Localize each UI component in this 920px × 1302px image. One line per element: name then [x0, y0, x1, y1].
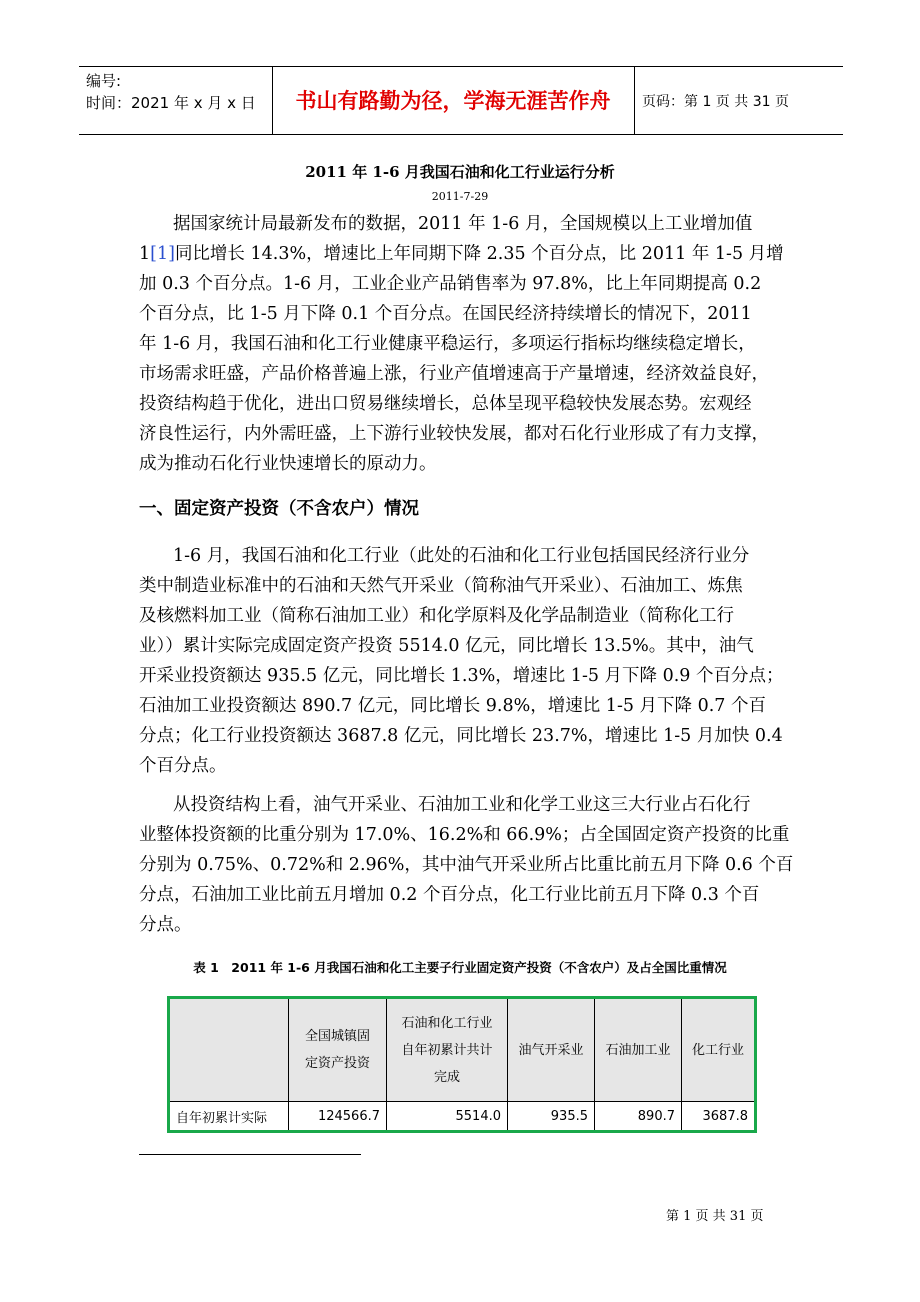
header-text: 全国城镇固	[304, 1029, 370, 1044]
time-label: 时间：2021 年 x 月 x 日	[86, 94, 256, 112]
paragraph-line: 投资结构趋于优化，进出口贸易继续增长，总体呈现平稳较快发展态势。宏观经	[139, 394, 752, 414]
table-header-cell: 油气开采业	[508, 998, 595, 1102]
table-header-blank	[169, 998, 289, 1102]
header-text: 完成	[433, 1069, 460, 1085]
paragraph-line: 及核燃料加工业（简称石油加工业）和化学原料及化学品制造业（简称化工行	[139, 606, 734, 626]
paragraph-2-first-line: 1-6 月，我国石油和化工行业（此处的石油和化工行业包括国民经济行业分	[173, 546, 750, 566]
header-page-number: 页码：第 1 页 共 31 页	[642, 94, 789, 110]
header-text: 石油和化工行业	[401, 1015, 493, 1031]
investment-table	[167, 996, 757, 1133]
footnote-link[interactable]: [1]	[150, 244, 175, 264]
intro-line2-prefix: 1	[139, 244, 151, 264]
section-heading: 一、固定资产投资（不含农户）情况	[139, 499, 419, 519]
table-cell: 5514.0	[387, 1102, 508, 1132]
paragraph-3	[139, 820, 793, 940]
table-header-cell: 化工行业	[682, 998, 756, 1102]
intro-paragraph-rest	[139, 269, 769, 479]
header-motto: 书山有路勤为径，学海无涯苦作舟	[295, 89, 611, 113]
document-title: 2011 年 1-6 月我国石油和化工行业运行分析	[305, 163, 615, 181]
table-cell: 890.7	[595, 1102, 682, 1132]
footnote-separator	[139, 1154, 361, 1155]
page-footer: 第 1 页 共 31 页	[666, 1209, 764, 1224]
table-cell: 124566.7	[289, 1102, 387, 1132]
paragraph-line: 类中制造业标准中的石油和天然气开采业（简称油气开采业）、石油加工、炼焦	[139, 576, 743, 596]
intro-second-line	[139, 239, 784, 269]
table-row-label: 自年初累计实际	[169, 1102, 289, 1132]
table-cell: 3687.8	[682, 1102, 756, 1132]
header-bottom-rule	[79, 134, 843, 135]
header-divider-2	[634, 66, 635, 134]
table-row	[169, 1102, 756, 1132]
paragraph-line: 个百分点。	[139, 756, 227, 776]
serial-number-label: 编号:	[86, 72, 122, 90]
paragraph-line: 分别为 0.75%、0.72%和 2.96%，其中油气开采业所占比重比前五月下降 0.6 个百	[139, 855, 794, 875]
table-cell: 935.5	[508, 1102, 595, 1132]
paragraph-line: 市场需求旺盛，产品价格普遍上涨，行业产值增速高于产量增速，经济效益良好，	[139, 364, 769, 384]
paragraph-3-first-line: 从投资结构上看，油气开采业、石油加工业和化学工业这三大行业占石化行	[173, 795, 751, 815]
paragraph-line: 分点，石油加工业比前五月增加 0.2 个百分点，化工行业比前五月下降 0.3 个百	[139, 885, 760, 905]
table-caption: 表 1 2011 年 1-6 月我国石油和化工主要子行业固定资产投资（不含农户）及占全国比重情况	[193, 960, 727, 975]
intro-line2-rest: 同比增长 14.3%，增速比上年同期下降 2.35 个百分点，比 2011 年 1-5 月增	[174, 244, 784, 264]
paragraph-line: 业））累计实际完成固定资产投资 5514.0 亿元，同比增长 13.5%。其中，油气	[139, 636, 754, 656]
paragraph-line: 石油加工业投资额达 890.7 亿元，同比增长 9.8%，增速比 1-5 月下降 0.7 个百	[139, 696, 767, 716]
paragraph-line: 分点；化工行业投资额达 3687.8 亿元，同比增长 23.7%，增速比 1-5 月加快 0.4	[139, 726, 783, 746]
header-top-rule	[79, 66, 843, 67]
paragraph-line: 成为推动石化行业快速增长的原动力。	[139, 454, 437, 474]
paragraph-line: 加 0.3 个百分点。1-6 月，工业企业产品销售率为 97.8%，比上年同期提高 0.2	[139, 274, 762, 294]
header-text: 自年初累计共计	[401, 1042, 493, 1058]
table-header-cell: 石油加工业	[595, 998, 682, 1102]
paragraph-line: 开采业投资额达 935.5 亿元，同比增长 1.3%，增速比 1-5 月下降 0.9 个百分点；	[139, 666, 784, 686]
table-header-row	[169, 998, 756, 1102]
paragraph-line: 个百分点，比 1-5 月下降 0.1 个百分点。在国民经济持续增长的情况下，2011	[139, 304, 752, 324]
table-header-cell	[387, 998, 508, 1102]
intro-first-line: 据国家统计局最新发布的数据，2011 年 1-6 月，全国规模以上工业增加值	[173, 214, 753, 234]
header-left-cell	[86, 70, 256, 114]
table-header-cell	[289, 998, 387, 1102]
header-text: 定资产投资	[304, 1056, 370, 1071]
paragraph-2	[139, 571, 784, 781]
document-date: 2011-7-29	[431, 190, 489, 203]
paragraph-line: 分点。	[139, 915, 192, 935]
paragraph-line: 济良性运行，内外需旺盛，上下游行业较快发展，都对石化行业形成了有力支撑，	[139, 424, 769, 444]
paragraph-line: 业整体投资额的比重分别为 17.0%、16.2%和 66.9%；占全国固定资产投资的比重	[139, 825, 790, 845]
paragraph-line: 年 1-6 月，我国石油和化工行业健康平稳运行，多项运行指标均继续稳定增长，	[139, 334, 756, 354]
